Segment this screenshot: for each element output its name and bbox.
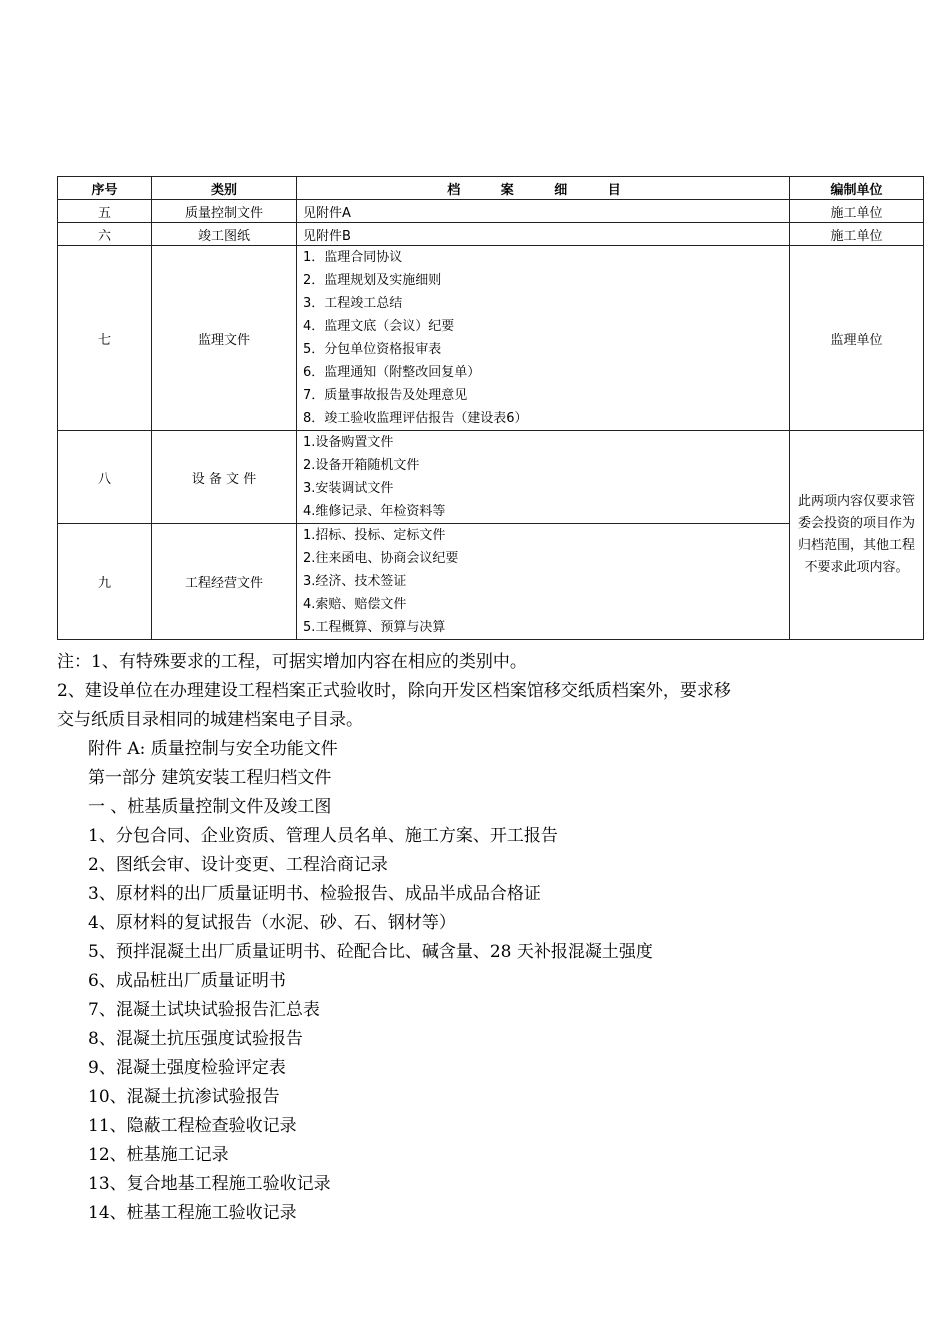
list-item: 11、隐蔽工程检查验收记录: [88, 1116, 297, 1136]
table-row: [58, 200, 924, 223]
merged-unit-note: 此两项内容仅要求管委会投资的项目作为归档范围，其他工程不要求此项内容。: [790, 431, 924, 640]
row-category: 竣工图纸: [152, 223, 297, 246]
row-items-list: [297, 431, 790, 524]
list-item: 3、原材料的出厂质量证明书、检验报告、成品半成品合格证: [88, 884, 541, 904]
row-item: 见附件B: [297, 223, 790, 246]
table-row: [58, 223, 924, 246]
table-header-row: [58, 177, 924, 200]
list-item: 2.设备开箱随机文件: [303, 458, 420, 473]
list-item: 4.索赔、赔偿文件: [303, 597, 407, 612]
archive-table: [57, 176, 924, 640]
row-unit: 施工单位: [790, 200, 924, 223]
list-item: 13、复合地基工程施工验收记录: [88, 1174, 331, 1194]
row-no: 七: [58, 246, 152, 431]
row-no: 五: [58, 200, 152, 223]
header-unit: 编制单位: [790, 177, 924, 200]
list-item: 2、图纸会审、设计变更、工程洽商记录: [88, 855, 388, 875]
list-item: 7．质量事故报告及处理意见: [303, 388, 468, 403]
row-no: 六: [58, 223, 152, 246]
list-item: 5、预拌混凝土出厂质量证明书、砼配合比、碱含量、28 天补报混凝土强度: [88, 942, 653, 962]
note-line: 交与纸质目录相同的城建档案电子目录。: [57, 710, 363, 730]
row-category: 工程经营文件: [152, 524, 297, 640]
row-no: 九: [58, 524, 152, 640]
list-item: 3.经济、技术签证: [303, 574, 407, 589]
note-line: 2、建设单位在办理建设工程档案正式验收时，除向开发区档案馆移交纸质档案外，要求移: [57, 681, 731, 701]
part-title: 第一部分 建筑安装工程归档文件: [88, 768, 332, 788]
table-row: [58, 431, 924, 524]
notes-section: [57, 648, 917, 1228]
row-unit: 施工单位: [790, 223, 924, 246]
list-item: 14、桩基工程施工验收记录: [88, 1203, 297, 1223]
list-item: 1、分包合同、企业资质、管理人员名单、施工方案、开工报告: [88, 826, 558, 846]
row-unit: 监理单位: [790, 246, 924, 431]
header-items: 档 案 细 目: [297, 177, 790, 200]
list-item: 8．竣工验收监理评估报告（建设表6）: [303, 411, 528, 426]
list-item: 8、混凝土抗压强度试验报告: [88, 1029, 303, 1049]
list-item: 4、原材料的复试报告（水泥、砂、石、钢材等）: [88, 913, 456, 933]
list-item: 6．监理通知（附整改回复单）: [303, 365, 481, 380]
list-item: 7、混凝土试块试验报告汇总表: [88, 1000, 320, 1020]
list-item: 1.设备购置文件: [303, 435, 394, 450]
header-no: 序号: [58, 177, 152, 200]
list-item: 6、成品桩出厂质量证明书: [88, 971, 286, 991]
list-item: 2.往来函电、协商会议纪要: [303, 551, 459, 566]
row-no: 八: [58, 431, 152, 524]
row-category: 监理文件: [152, 246, 297, 431]
list-item: 5.工程概算、预算与决算: [303, 620, 446, 635]
list-item: 9、混凝土强度检验评定表: [88, 1058, 286, 1078]
row-item: 见附件A: [297, 200, 790, 223]
note-line: 注：1、有特殊要求的工程，可据实增加内容在相应的类别中。: [57, 652, 527, 672]
list-item: 4.维修记录、年检资料等: [303, 504, 446, 519]
list-item: 5．分包单位资格报审表: [303, 342, 442, 357]
list-item: 3.安装调试文件: [303, 481, 394, 496]
header-category: 类别: [152, 177, 297, 200]
row-items-list: [297, 246, 790, 431]
table-row: [58, 246, 924, 431]
list-item: 10、混凝土抗渗试验报告: [88, 1087, 280, 1107]
list-item: 2．监理规划及实施细则: [303, 273, 442, 288]
row-category: 质量控制文件: [152, 200, 297, 223]
row-items-list: [297, 524, 790, 640]
list-item: 1．监理合同协议: [303, 250, 403, 265]
attachment-title: 附件 A: 质量控制与安全功能文件: [88, 739, 338, 759]
list-item: 12、桩基施工记录: [88, 1145, 229, 1165]
list-item: 4．监理文底（会议）纪要: [303, 319, 455, 334]
section-title: 一 、桩基质量控制文件及竣工图: [88, 797, 332, 817]
row-category: 设 备 文 件: [152, 431, 297, 524]
list-item: 3．工程竣工总结: [303, 296, 403, 311]
list-item: 1.招标、投标、定标文件: [303, 528, 446, 543]
